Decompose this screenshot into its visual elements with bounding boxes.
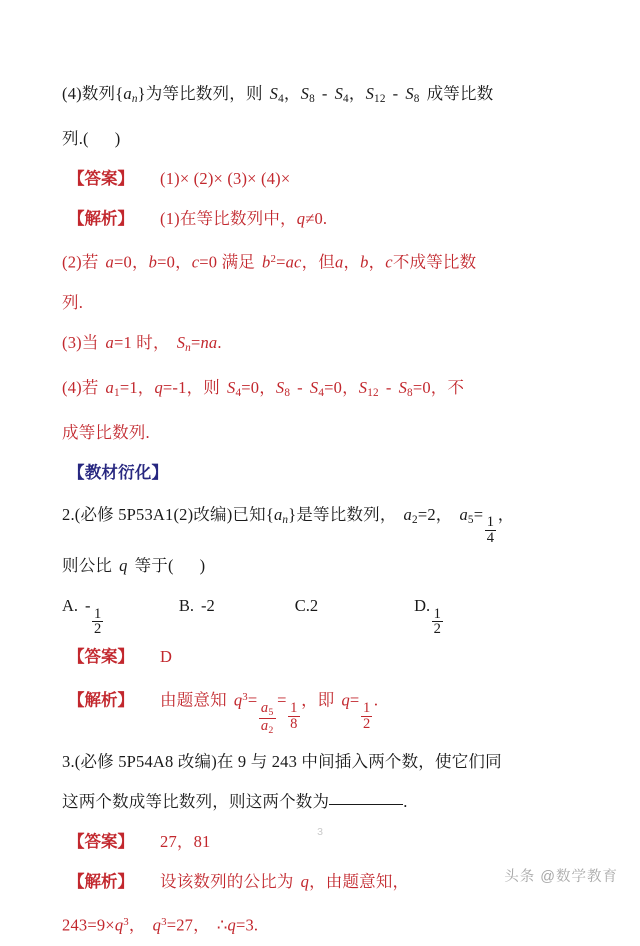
term-a5-var: a bbox=[459, 505, 468, 525]
section-heading-text: 【教材衍化】 bbox=[68, 463, 169, 483]
page-number: 3 bbox=[317, 826, 323, 838]
watermark: 头条 @数学教育 bbox=[504, 869, 618, 885]
question-2-line2-tail: 等于( bbox=[134, 556, 174, 576]
choice-a-fraction bbox=[92, 607, 103, 638]
analysis-1-part2-tail: 不成等比数 bbox=[392, 252, 477, 272]
var-a: a bbox=[105, 252, 114, 272]
fraction-a5-over-a2 bbox=[259, 701, 276, 736]
answer-label-1: 【答案】 bbox=[68, 169, 134, 189]
equation-q3: q bbox=[227, 915, 236, 935]
equation-q2-exponent: 3 bbox=[161, 916, 167, 929]
sum-s12-sub: 12 bbox=[367, 387, 379, 400]
question-3-text-2: 这两个数成等比数列，则这两个数为 bbox=[62, 792, 330, 812]
question-2-line-1 bbox=[62, 495, 602, 546]
question-2-q-var: q bbox=[119, 556, 128, 576]
sum-sn-sub: n bbox=[185, 341, 191, 354]
therefore-symbol: ∴ bbox=[216, 915, 228, 935]
equation-rhs-1: =27， bbox=[166, 915, 210, 935]
analysis-2-mid: ，即 bbox=[301, 690, 335, 710]
var-c-value: =0 满足 bbox=[199, 252, 255, 272]
statement-4-line-1 bbox=[62, 74, 602, 119]
minus-1: - bbox=[321, 84, 328, 103]
term-s8b-var: S bbox=[405, 84, 414, 103]
var-c: c bbox=[191, 252, 200, 272]
analysis-1-part3-prefix: (3)当 bbox=[62, 332, 99, 352]
analysis-1-part4-line2-text: 成等比数列. bbox=[62, 423, 150, 443]
term-a1-value: =1， bbox=[119, 377, 155, 397]
answer-value-3: 27，81 bbox=[160, 832, 211, 852]
sum-sn-var: S bbox=[176, 332, 186, 352]
analysis-3-equation-line bbox=[62, 902, 602, 946]
answer-items-1: (1)× (2)× (3)× (4)× bbox=[160, 169, 291, 189]
term-s4-var: S bbox=[269, 84, 279, 103]
sum-s12-var: S bbox=[358, 377, 368, 397]
choice-a[interactable] bbox=[62, 586, 105, 637]
statement-4-tail: 成等比数 bbox=[426, 84, 494, 103]
analysis-block-1-line-1 bbox=[62, 199, 602, 239]
fraction-one-eighth bbox=[288, 701, 299, 732]
question-3-text-1: 3.(必修 5P54A8 改编)在 9 与 243 中间插入两个数，使它们同 bbox=[62, 752, 502, 772]
fraction-one-eighth-num: 1 bbox=[290, 700, 298, 717]
analysis-1-q-var: q bbox=[296, 209, 306, 229]
analysis-1-part1: (1)在等比数列中， bbox=[160, 209, 297, 229]
term-a1-sub: 1 bbox=[114, 387, 120, 400]
var-a-2: a bbox=[334, 252, 344, 272]
analysis-1-part1-tail: ≠0. bbox=[305, 209, 328, 229]
comma-3: ， bbox=[497, 505, 515, 525]
choice-d-numerator: 1 bbox=[433, 605, 441, 622]
equals-sign-2: = bbox=[190, 332, 201, 352]
minus-3: - bbox=[297, 377, 303, 397]
fraction-a2-denominator: a2 bbox=[260, 718, 274, 736]
sum-s4b-var: S bbox=[309, 377, 319, 397]
choice-d-letter: D. bbox=[414, 596, 431, 616]
analysis-label-3: 【解析】 bbox=[68, 872, 134, 892]
term-s4b-var: S bbox=[334, 84, 344, 103]
analysis-2-q-var-2: q bbox=[341, 690, 350, 710]
fraction-one-eighth-den: 8 bbox=[290, 716, 298, 733]
question-3-line-1 bbox=[62, 742, 602, 782]
var-b: b bbox=[148, 252, 158, 272]
answer-value-2: D bbox=[160, 647, 173, 667]
equals-sign-5: = bbox=[277, 690, 287, 710]
analysis-1-part3 bbox=[62, 323, 602, 368]
answer-block-1 bbox=[62, 159, 602, 199]
sequence-variable: a bbox=[123, 84, 132, 103]
term-a5-sub: 5 bbox=[467, 514, 474, 527]
sum-s8-var: S bbox=[275, 377, 285, 397]
equation-q1-exponent: 3 bbox=[123, 916, 129, 929]
question-3-line-2 bbox=[62, 782, 602, 822]
question-2-line2-prefix: 则公比 bbox=[62, 556, 113, 576]
choice-a-numerator: 1 bbox=[94, 605, 102, 622]
question-2-line-2 bbox=[62, 546, 602, 586]
choice-a-denominator: 2 bbox=[94, 621, 102, 638]
sum-s4-var: S bbox=[226, 377, 236, 397]
var-b-2: b bbox=[360, 252, 369, 272]
var-a-value-3: =1 时， bbox=[114, 332, 170, 352]
fraction-one-fourth bbox=[485, 515, 496, 546]
analysis-1-part2-line-1: (2)若 a=0，b=0，c=0 满足 $b^2=ac$，但a，b，c不成等比数 bbox=[62, 252, 477, 272]
term-s8b-sub: 8 bbox=[413, 93, 420, 106]
question-2-seq-sub: n bbox=[282, 514, 289, 527]
answer-blank[interactable] bbox=[329, 804, 403, 805]
statement-4-line-2 bbox=[62, 119, 602, 159]
var-b-value: =0， bbox=[157, 252, 192, 272]
statement-4-paren-close: ) bbox=[114, 129, 121, 149]
fraction-numerator: 1 bbox=[486, 514, 495, 531]
term-s8-sub: 8 bbox=[309, 93, 315, 106]
analysis-2-prefix: 由题意知 bbox=[160, 690, 227, 710]
sum-diff-value-2: =0，不 bbox=[412, 377, 465, 397]
analysis-2-q-exponent: 3 bbox=[242, 691, 248, 704]
fraction-denominator: 4 bbox=[486, 530, 495, 547]
ratio-q-value: =-1，则 bbox=[162, 377, 220, 397]
section-heading-textbook-derivation bbox=[62, 453, 602, 493]
comma-1: ， bbox=[283, 84, 301, 103]
fraction-one-half-num: 1 bbox=[362, 700, 371, 717]
choice-c-value: 2 bbox=[309, 596, 319, 616]
choice-a-sign: - bbox=[85, 596, 91, 616]
equation-lhs: 243=9× bbox=[62, 915, 115, 935]
sum-diff-value-1: =0， bbox=[324, 377, 359, 397]
sum-s8-sub: 8 bbox=[284, 387, 291, 400]
question-2-source: 2.(必修 5P53A1(2)改编)已知{ bbox=[62, 505, 274, 525]
term-s4b-sub: 4 bbox=[343, 93, 349, 106]
sum-s8b-sub: 8 bbox=[407, 387, 413, 400]
analysis-block-2 bbox=[62, 677, 602, 736]
equals-sign-1: = bbox=[276, 252, 286, 272]
analysis-1-part2-mid: ，但 bbox=[301, 252, 335, 272]
choice-d-denominator: 2 bbox=[433, 621, 441, 638]
statement-4-line2-text: 列.( bbox=[62, 129, 89, 149]
fraction-one-half-den: 2 bbox=[362, 716, 371, 733]
sum-s4-value: =0， bbox=[241, 377, 276, 397]
equation-rhs-2: =3. bbox=[235, 915, 259, 935]
equals-sign-6: = bbox=[349, 690, 360, 710]
minus-4: - bbox=[385, 377, 392, 397]
sum-s4b-sub: 4 bbox=[318, 387, 325, 400]
equation-q1: q bbox=[114, 915, 124, 935]
equals-sign-3: = bbox=[473, 505, 484, 525]
question-2-seq-var: a bbox=[273, 505, 283, 525]
term-a2-var: a bbox=[403, 505, 412, 525]
statement-4-prefix: (4)数列{ bbox=[62, 84, 124, 103]
minus-2: - bbox=[392, 84, 399, 103]
product-ac: ac bbox=[285, 252, 302, 272]
statement-4-mid: }为等比数列，则 bbox=[137, 84, 263, 103]
analysis-1-part4-line-2 bbox=[62, 413, 602, 453]
question-2-choices bbox=[62, 586, 602, 637]
analysis-3-tail: ，由题意知， bbox=[309, 872, 410, 892]
analysis-1-part2-line2-text: 列. bbox=[62, 292, 84, 312]
analysis-1-part3-end: . bbox=[217, 332, 222, 352]
comma-2: ， bbox=[348, 84, 366, 103]
choice-c-letter: C. bbox=[294, 596, 310, 616]
analysis-3-prefix: 设该数列的公比为 bbox=[160, 872, 294, 892]
choice-a-letter: A. bbox=[62, 596, 79, 616]
sum-s4-sub: 4 bbox=[235, 387, 242, 400]
term-a2-value: =2， bbox=[417, 505, 453, 525]
var-a-value: =0， bbox=[114, 252, 149, 272]
document-content bbox=[62, 74, 602, 946]
question-3-period: . bbox=[403, 792, 408, 812]
term-a1-var: a bbox=[105, 377, 114, 397]
term-s4-sub: 4 bbox=[278, 93, 284, 106]
sequence-subscript: n bbox=[131, 93, 138, 106]
term-s12-var: S bbox=[365, 84, 375, 103]
b-squared-base: b bbox=[261, 252, 271, 272]
analysis-1-part4-prefix: (4)若 bbox=[62, 377, 99, 397]
b-squared-exponent: 2 bbox=[270, 253, 277, 266]
equals-sign-4: = bbox=[247, 690, 258, 710]
answer-label-2: 【答案】 bbox=[68, 647, 134, 667]
fraction-one-half-result bbox=[361, 701, 372, 732]
analysis-1-part4-line-1 bbox=[62, 368, 602, 413]
analysis-label-2: 【解析】 bbox=[68, 690, 134, 710]
equation-q2: q bbox=[152, 915, 162, 935]
choice-b-letter: B. bbox=[178, 596, 194, 616]
analysis-1-part2-line-2 bbox=[62, 283, 602, 323]
term-s8-var: S bbox=[300, 84, 310, 103]
var-c-2: c bbox=[385, 252, 393, 272]
question-2-mid: }是等比数列， bbox=[288, 505, 397, 525]
product-na: na bbox=[200, 332, 218, 352]
choice-d[interactable] bbox=[414, 586, 444, 637]
choice-b[interactable] bbox=[179, 586, 215, 626]
term-a2-sub: 2 bbox=[412, 514, 418, 527]
sum-s8b-var: S bbox=[398, 377, 408, 397]
analysis-2-end: . bbox=[373, 690, 379, 710]
question-2-paren-close: ) bbox=[199, 556, 206, 576]
analysis-1-part2-prefix: (2)若 bbox=[62, 252, 99, 272]
analysis-3-q-var: q bbox=[300, 872, 310, 892]
analysis-label-1: 【解析】 bbox=[68, 209, 134, 229]
choice-c[interactable] bbox=[295, 586, 318, 626]
choice-d-fraction bbox=[432, 607, 443, 638]
answer-block-2 bbox=[62, 637, 602, 677]
ratio-q-var: q bbox=[154, 377, 163, 397]
equation-separator: ， bbox=[128, 915, 146, 935]
term-s12-sub: 12 bbox=[374, 93, 386, 106]
analysis-2-q-var: q bbox=[233, 690, 243, 710]
fraction-a5-numerator: a5 bbox=[260, 700, 274, 719]
var-a-3: a bbox=[105, 332, 114, 352]
choice-b-value: -2 bbox=[200, 596, 215, 616]
answer-label-3: 【答案】 bbox=[68, 832, 134, 852]
